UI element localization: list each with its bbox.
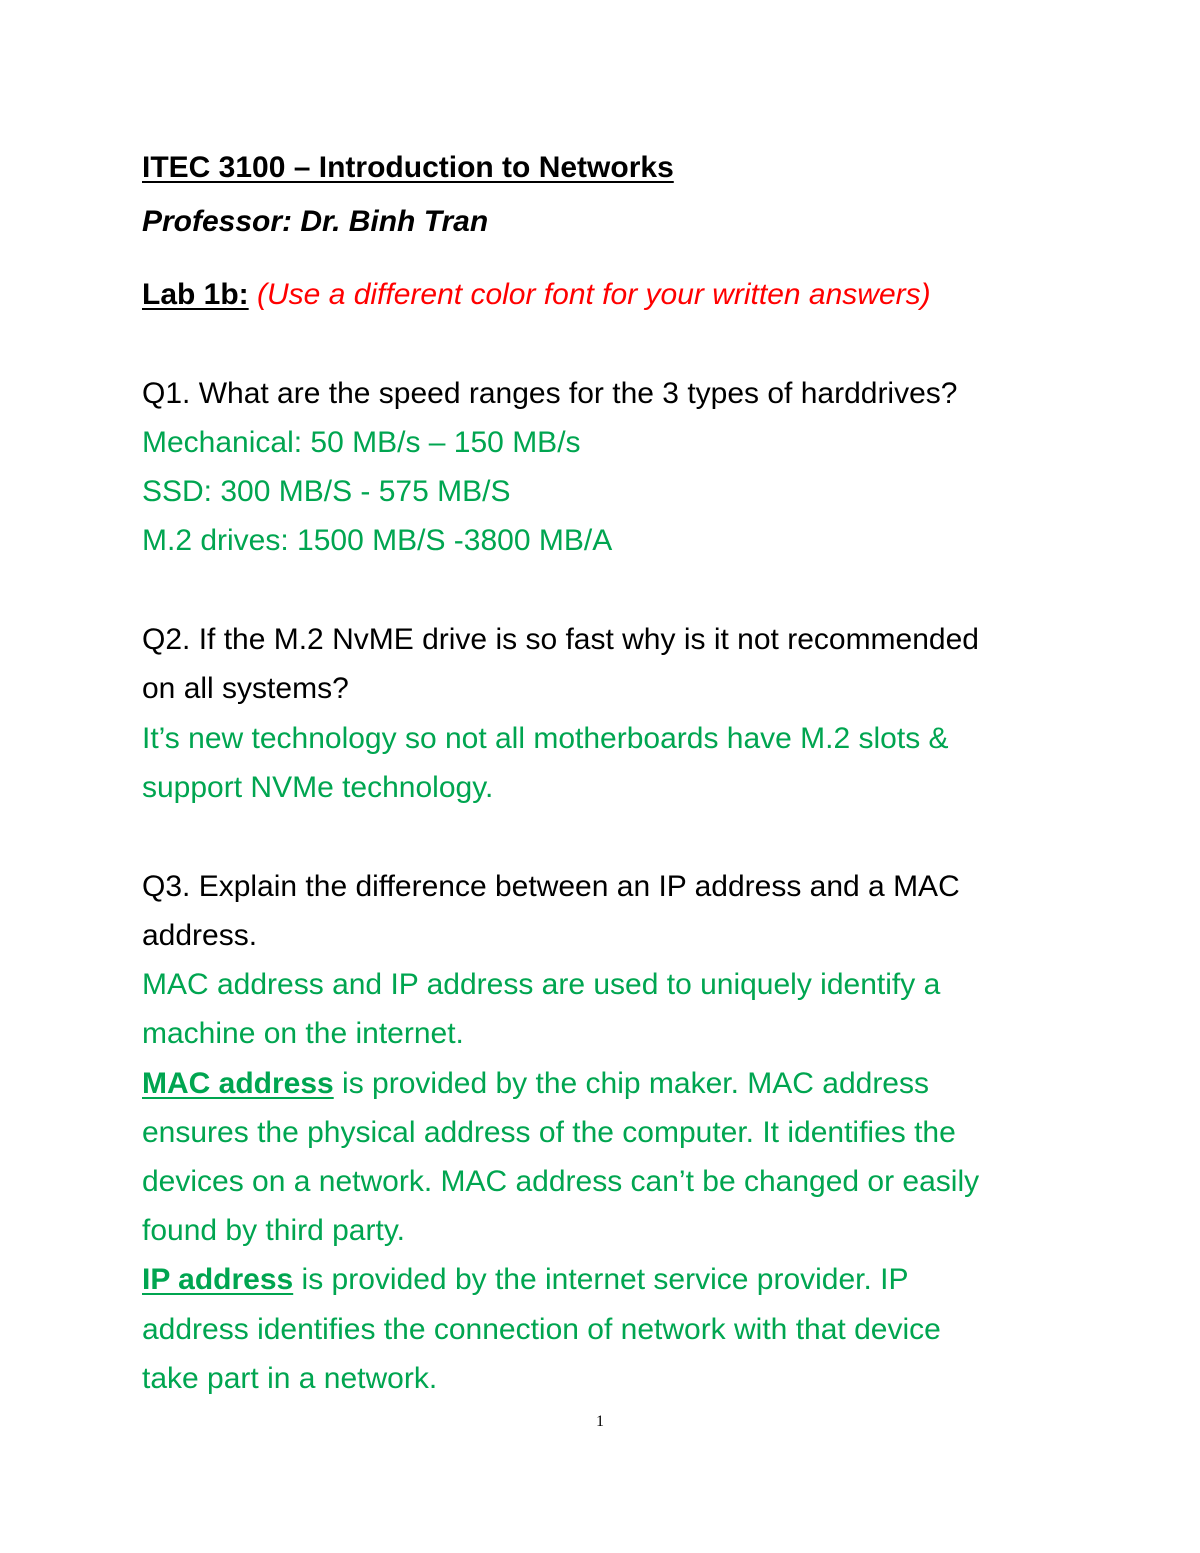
q3-ip-line: take part in a network. — [142, 1362, 438, 1395]
lab-label: Lab 1b: — [142, 278, 249, 311]
page-number: 1 — [596, 1413, 604, 1430]
q2-answer-line: It’s new technology so not all motherboards have M.2 slots & — [142, 722, 949, 755]
q1-answer-m2: M.2 drives: 1500 MB/S -3800 MB/A — [142, 524, 613, 557]
q3-mac-line: ensures the physical address of the computer. It identifies the — [142, 1116, 956, 1149]
lab-instruction: (Use a different color font for your written answers) — [257, 278, 931, 311]
q3-ip-line — [142, 1262, 909, 1298]
q3-intro-line: machine on the internet. — [142, 1017, 464, 1050]
q2-question-line: Q2. If the M.2 NvME drive is so fast why is it not recommended — [142, 623, 979, 656]
q2-answer-line: support NVMe technology. — [142, 771, 494, 804]
lab-line — [142, 277, 931, 313]
q1-question: Q1. What are the speed ranges for the 3 types of harddrives? — [142, 377, 958, 410]
mac-address-term: MAC address — [142, 1067, 334, 1100]
ip-address-term: IP address — [142, 1263, 294, 1296]
q3-mac-line — [142, 1066, 929, 1102]
q3-ip-line: address identifies the connection of network with that device — [142, 1313, 941, 1346]
q3-question-line: Q3. Explain the difference between an IP address and a MAC — [142, 870, 960, 903]
q3-question-line: address. — [142, 919, 258, 952]
q3-mac-line: found by third party. — [142, 1214, 405, 1247]
course-title: ITEC 3100 – Introduction to Networks — [142, 151, 674, 184]
professor-line: Professor: Dr. Binh Tran — [142, 205, 489, 238]
q1-answer-mechanical: Mechanical: 50 MB/s – 150 MB/s — [142, 426, 581, 459]
q2-question-line: on all systems? — [142, 672, 349, 705]
ip-line-rest: is provided by the internet service provider. IP — [293, 1263, 909, 1296]
q3-mac-line: devices on a network. MAC address can’t be changed or easily — [142, 1165, 980, 1198]
mac-line-rest: is provided by the chip maker. MAC address — [333, 1067, 929, 1100]
q3-intro-line: MAC address and IP address are used to uniquely identify a — [142, 968, 941, 1001]
q1-answer-ssd: SSD: 300 MB/S - 575 MB/S — [142, 475, 511, 508]
